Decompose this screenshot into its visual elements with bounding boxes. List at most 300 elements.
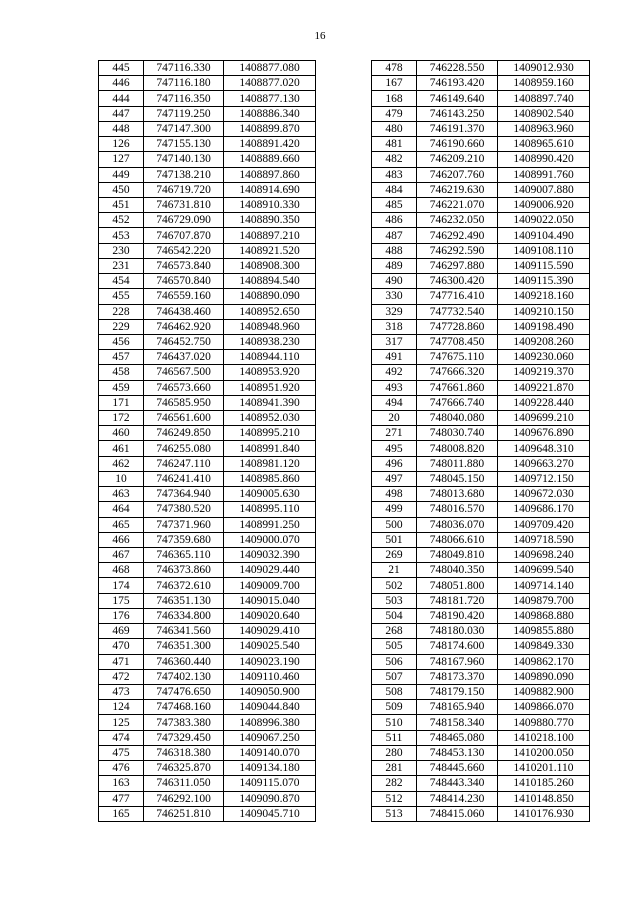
y-coordinate-cell: 1408897.740 <box>498 91 590 106</box>
x-coordinate-cell: 747329.450 <box>144 730 224 745</box>
table-row <box>99 197 316 212</box>
table-row <box>372 502 590 517</box>
point-number-cell: 496 <box>372 456 417 471</box>
table-row <box>99 289 316 304</box>
point-number-cell: 471 <box>99 654 144 669</box>
x-coordinate-cell: 748174.600 <box>417 639 498 654</box>
x-coordinate-cell: 747383.380 <box>144 715 224 730</box>
y-coordinate-cell: 1408985.860 <box>224 471 316 486</box>
table-row <box>372 197 590 212</box>
table-row <box>99 487 316 502</box>
point-number-cell: 446 <box>99 76 144 91</box>
y-coordinate-cell: 1409007.880 <box>498 182 590 197</box>
x-coordinate-cell: 746561.600 <box>144 411 224 426</box>
point-number-cell: 168 <box>372 91 417 106</box>
x-coordinate-cell: 747716.410 <box>417 289 498 304</box>
point-number-cell: 483 <box>372 167 417 182</box>
point-number-cell: 488 <box>372 243 417 258</box>
table-row <box>99 137 316 152</box>
table-row <box>372 258 590 273</box>
y-coordinate-cell: 1408877.020 <box>224 76 316 91</box>
point-number-cell: 475 <box>99 745 144 760</box>
y-coordinate-cell: 1408991.840 <box>224 441 316 456</box>
y-coordinate-cell: 1409029.410 <box>224 624 316 639</box>
y-coordinate-cell: 1408965.610 <box>498 137 590 152</box>
x-coordinate-cell: 746292.590 <box>417 243 498 258</box>
table-row <box>372 639 590 654</box>
y-coordinate-cell: 1409108.110 <box>498 243 590 258</box>
point-number-cell: 329 <box>372 304 417 319</box>
y-coordinate-cell: 1408948.960 <box>224 319 316 334</box>
y-coordinate-cell: 1409890.090 <box>498 669 590 684</box>
table-row <box>99 806 316 821</box>
y-coordinate-cell: 1408944.110 <box>224 350 316 365</box>
point-number-cell: 476 <box>99 761 144 776</box>
point-number-cell: 228 <box>99 304 144 319</box>
x-coordinate-cell: 746334.800 <box>144 608 224 623</box>
table-row <box>372 654 590 669</box>
y-coordinate-cell: 1409218.160 <box>498 289 590 304</box>
y-coordinate-cell: 1408996.380 <box>224 715 316 730</box>
y-coordinate-cell: 1410148.850 <box>498 791 590 806</box>
point-number-cell: 469 <box>99 624 144 639</box>
table-row <box>99 548 316 563</box>
x-coordinate-cell: 748045.150 <box>417 471 498 486</box>
x-coordinate-cell: 746251.810 <box>144 806 224 821</box>
x-coordinate-cell: 746255.080 <box>144 441 224 456</box>
table-row <box>99 593 316 608</box>
point-number-cell: 124 <box>99 700 144 715</box>
table-row <box>372 289 590 304</box>
x-coordinate-cell: 748190.420 <box>417 608 498 623</box>
y-coordinate-cell: 1409104.490 <box>498 228 590 243</box>
table-row <box>372 730 590 745</box>
y-coordinate-cell: 1408908.300 <box>224 258 316 273</box>
table-row <box>372 624 590 639</box>
y-coordinate-cell: 1409009.700 <box>224 578 316 593</box>
x-coordinate-cell: 746193.420 <box>417 76 498 91</box>
table-row <box>372 152 590 167</box>
x-coordinate-cell: 748181.720 <box>417 593 498 608</box>
x-coordinate-cell: 746573.660 <box>144 380 224 395</box>
table-row <box>99 426 316 441</box>
table-row <box>99 669 316 684</box>
x-coordinate-cell: 746585.950 <box>144 395 224 410</box>
table-row <box>99 167 316 182</box>
x-coordinate-cell: 746219.630 <box>417 182 498 197</box>
point-number-cell: 317 <box>372 334 417 349</box>
table-row <box>372 700 590 715</box>
table-row <box>99 121 316 136</box>
x-coordinate-cell: 746191.370 <box>417 121 498 136</box>
point-number-cell: 450 <box>99 182 144 197</box>
x-coordinate-cell: 746365.110 <box>144 548 224 563</box>
point-number-cell: 176 <box>99 608 144 623</box>
point-number-cell: 505 <box>372 639 417 654</box>
y-coordinate-cell: 1409032.390 <box>224 548 316 563</box>
point-number-cell: 498 <box>372 487 417 502</box>
point-number-cell: 455 <box>99 289 144 304</box>
point-number-cell: 271 <box>372 426 417 441</box>
x-coordinate-cell: 748167.960 <box>417 654 498 669</box>
point-number-cell: 464 <box>99 502 144 517</box>
table-row <box>372 319 590 334</box>
table-row <box>99 213 316 228</box>
x-coordinate-cell: 748445.660 <box>417 761 498 776</box>
table-row <box>372 471 590 486</box>
y-coordinate-cell: 1409712.150 <box>498 471 590 486</box>
table-row <box>99 730 316 745</box>
table-row <box>372 456 590 471</box>
y-coordinate-cell: 1408941.390 <box>224 395 316 410</box>
point-number-cell: 125 <box>99 715 144 730</box>
y-coordinate-cell: 1409025.540 <box>224 639 316 654</box>
table-row <box>99 700 316 715</box>
x-coordinate-cell: 746462.920 <box>144 319 224 334</box>
y-coordinate-cell: 1409648.310 <box>498 441 590 456</box>
x-coordinate-cell: 747364.940 <box>144 487 224 502</box>
point-number-cell: 470 <box>99 639 144 654</box>
x-coordinate-cell: 746149.640 <box>417 91 498 106</box>
x-coordinate-cell: 746221.070 <box>417 197 498 212</box>
table-row <box>99 471 316 486</box>
point-number-cell: 126 <box>99 137 144 152</box>
y-coordinate-cell: 1409880.770 <box>498 715 590 730</box>
x-coordinate-cell: 746542.220 <box>144 243 224 258</box>
y-coordinate-cell: 1408959.160 <box>498 76 590 91</box>
y-coordinate-cell: 1409676.890 <box>498 426 590 441</box>
table-row <box>99 654 316 669</box>
y-coordinate-cell: 1409140.070 <box>224 745 316 760</box>
point-number-cell: 474 <box>99 730 144 745</box>
y-coordinate-cell: 1409230.060 <box>498 350 590 365</box>
x-coordinate-cell: 746573.840 <box>144 258 224 273</box>
y-coordinate-cell: 1408902.540 <box>498 106 590 121</box>
table-row <box>372 106 590 121</box>
point-number-cell: 231 <box>99 258 144 273</box>
table-row <box>99 608 316 623</box>
table-row <box>372 761 590 776</box>
table-row <box>372 167 590 182</box>
point-number-cell: 459 <box>99 380 144 395</box>
y-coordinate-cell: 1408921.520 <box>224 243 316 258</box>
x-coordinate-cell: 746341.560 <box>144 624 224 639</box>
x-coordinate-cell: 748040.080 <box>417 411 498 426</box>
y-coordinate-cell: 1410218.100 <box>498 730 590 745</box>
table-row <box>372 228 590 243</box>
point-number-cell: 282 <box>372 776 417 791</box>
x-coordinate-cell: 748013.680 <box>417 487 498 502</box>
point-number-cell: 453 <box>99 228 144 243</box>
point-number-cell: 454 <box>99 274 144 289</box>
table-row <box>372 532 590 547</box>
y-coordinate-cell: 1409005.630 <box>224 487 316 502</box>
point-number-cell: 463 <box>99 487 144 502</box>
y-coordinate-cell: 1408952.030 <box>224 411 316 426</box>
y-coordinate-cell: 1408953.920 <box>224 365 316 380</box>
point-number-cell: 492 <box>372 365 417 380</box>
point-number-cell: 507 <box>372 669 417 684</box>
y-coordinate-cell: 1409718.590 <box>498 532 590 547</box>
point-number-cell: 494 <box>372 395 417 410</box>
x-coordinate-cell: 746232.050 <box>417 213 498 228</box>
y-coordinate-cell: 1408963.960 <box>498 121 590 136</box>
point-number-cell: 462 <box>99 456 144 471</box>
table-row <box>372 578 590 593</box>
x-coordinate-cell: 747147.300 <box>144 121 224 136</box>
point-number-cell: 456 <box>99 334 144 349</box>
y-coordinate-cell: 1409855.880 <box>498 624 590 639</box>
point-number-cell: 481 <box>372 137 417 152</box>
x-coordinate-cell: 747708.450 <box>417 334 498 349</box>
y-coordinate-cell: 1409029.440 <box>224 563 316 578</box>
table-row <box>99 380 316 395</box>
table-body-left <box>99 61 316 822</box>
point-number-cell: 513 <box>372 806 417 821</box>
point-number-cell: 478 <box>372 61 417 76</box>
y-coordinate-cell: 1408995.110 <box>224 502 316 517</box>
table-row <box>99 182 316 197</box>
y-coordinate-cell: 1410176.930 <box>498 806 590 821</box>
point-number-cell: 473 <box>99 684 144 699</box>
x-coordinate-cell: 747666.320 <box>417 365 498 380</box>
page-number: 16 <box>314 30 326 42</box>
x-coordinate-cell: 746300.420 <box>417 274 498 289</box>
point-number-cell: 318 <box>372 319 417 334</box>
point-number-cell: 479 <box>372 106 417 121</box>
table-row <box>372 213 590 228</box>
x-coordinate-cell: 747476.650 <box>144 684 224 699</box>
table-row <box>99 715 316 730</box>
point-number-cell: 20 <box>372 411 417 426</box>
y-coordinate-cell: 1408897.860 <box>224 167 316 182</box>
table-row <box>99 411 316 426</box>
table-row <box>99 365 316 380</box>
y-coordinate-cell: 1409015.040 <box>224 593 316 608</box>
point-number-cell: 281 <box>372 761 417 776</box>
table-row <box>372 487 590 502</box>
y-coordinate-cell: 1409862.170 <box>498 654 590 669</box>
point-number-cell: 510 <box>372 715 417 730</box>
y-coordinate-cell: 1409882.900 <box>498 684 590 699</box>
point-number-cell: 493 <box>372 380 417 395</box>
point-number-cell: 477 <box>99 791 144 806</box>
x-coordinate-cell: 747732.540 <box>417 304 498 319</box>
table-row <box>372 593 590 608</box>
table-row <box>372 608 590 623</box>
table-row <box>372 776 590 791</box>
x-coordinate-cell: 748066.610 <box>417 532 498 547</box>
x-coordinate-cell: 747728.860 <box>417 319 498 334</box>
y-coordinate-cell: 1408899.870 <box>224 121 316 136</box>
y-coordinate-cell: 1409699.540 <box>498 563 590 578</box>
table-row <box>99 274 316 289</box>
point-number-cell: 489 <box>372 258 417 273</box>
x-coordinate-cell: 746570.840 <box>144 274 224 289</box>
table-row <box>99 441 316 456</box>
y-coordinate-cell: 1408889.660 <box>224 152 316 167</box>
table-row <box>372 715 590 730</box>
table-row <box>372 745 590 760</box>
table-body-right <box>372 61 590 822</box>
point-number-cell: 480 <box>372 121 417 136</box>
point-number-cell: 465 <box>99 517 144 532</box>
point-number-cell: 167 <box>372 76 417 91</box>
y-coordinate-cell: 1409110.460 <box>224 669 316 684</box>
point-number-cell: 448 <box>99 121 144 136</box>
y-coordinate-cell: 1409663.270 <box>498 456 590 471</box>
point-number-cell: 449 <box>99 167 144 182</box>
x-coordinate-cell: 746247.110 <box>144 456 224 471</box>
x-coordinate-cell: 747675.110 <box>417 350 498 365</box>
x-coordinate-cell: 746372.610 <box>144 578 224 593</box>
point-number-cell: 486 <box>372 213 417 228</box>
x-coordinate-cell: 746292.100 <box>144 791 224 806</box>
table-row <box>372 137 590 152</box>
x-coordinate-cell: 747402.130 <box>144 669 224 684</box>
point-number-cell: 512 <box>372 791 417 806</box>
table-row <box>372 121 590 136</box>
y-coordinate-cell: 1409210.150 <box>498 304 590 319</box>
point-number-cell: 485 <box>372 197 417 212</box>
point-number-cell: 482 <box>372 152 417 167</box>
table-row <box>99 684 316 699</box>
y-coordinate-cell: 1409198.490 <box>498 319 590 334</box>
x-coordinate-cell: 746209.210 <box>417 152 498 167</box>
table-row <box>99 456 316 471</box>
y-coordinate-cell: 1409050.900 <box>224 684 316 699</box>
y-coordinate-cell: 1409067.250 <box>224 730 316 745</box>
x-coordinate-cell: 746567.500 <box>144 365 224 380</box>
table-row <box>99 639 316 654</box>
x-coordinate-cell: 748179.150 <box>417 684 498 699</box>
y-coordinate-cell: 1409866.070 <box>498 700 590 715</box>
y-coordinate-cell: 1409012.930 <box>498 61 590 76</box>
table-row <box>99 563 316 578</box>
point-number-cell: 457 <box>99 350 144 365</box>
x-coordinate-cell: 748173.370 <box>417 669 498 684</box>
y-coordinate-cell: 1409868.880 <box>498 608 590 623</box>
point-number-cell: 163 <box>99 776 144 791</box>
table-row <box>372 350 590 365</box>
x-coordinate-cell: 746207.760 <box>417 167 498 182</box>
x-coordinate-cell: 746452.750 <box>144 334 224 349</box>
point-number-cell: 10 <box>99 471 144 486</box>
y-coordinate-cell: 1408886.340 <box>224 106 316 121</box>
table-row <box>99 243 316 258</box>
y-coordinate-cell: 1408897.210 <box>224 228 316 243</box>
point-number-cell: 509 <box>372 700 417 715</box>
x-coordinate-cell: 746325.870 <box>144 761 224 776</box>
table-row <box>99 745 316 760</box>
table-row <box>372 380 590 395</box>
x-coordinate-cell: 746351.130 <box>144 593 224 608</box>
table-row <box>372 76 590 91</box>
x-coordinate-cell: 746373.860 <box>144 563 224 578</box>
table-row <box>99 334 316 349</box>
table-row <box>372 806 590 821</box>
point-number-cell: 452 <box>99 213 144 228</box>
x-coordinate-cell: 748443.340 <box>417 776 498 791</box>
point-number-cell: 468 <box>99 563 144 578</box>
x-coordinate-cell: 746292.490 <box>417 228 498 243</box>
x-coordinate-cell: 748465.080 <box>417 730 498 745</box>
point-number-cell: 467 <box>99 548 144 563</box>
x-coordinate-cell: 748180.030 <box>417 624 498 639</box>
x-coordinate-cell: 746249.850 <box>144 426 224 441</box>
y-coordinate-cell: 1408995.210 <box>224 426 316 441</box>
table-row <box>372 684 590 699</box>
y-coordinate-cell: 1408952.650 <box>224 304 316 319</box>
coordinates-table-right <box>371 60 590 822</box>
y-coordinate-cell: 1409115.070 <box>224 776 316 791</box>
y-coordinate-cell: 1409219.370 <box>498 365 590 380</box>
y-coordinate-cell: 1408991.760 <box>498 167 590 182</box>
table-row <box>99 106 316 121</box>
x-coordinate-cell: 747140.130 <box>144 152 224 167</box>
point-number-cell: 495 <box>372 441 417 456</box>
table-row <box>372 441 590 456</box>
y-coordinate-cell: 1408890.090 <box>224 289 316 304</box>
x-coordinate-cell: 747380.520 <box>144 502 224 517</box>
table-row <box>99 350 316 365</box>
y-coordinate-cell: 1409699.210 <box>498 411 590 426</box>
point-number-cell: 444 <box>99 91 144 106</box>
y-coordinate-cell: 1409134.180 <box>224 761 316 776</box>
y-coordinate-cell: 1409006.920 <box>498 197 590 212</box>
point-number-cell: 280 <box>372 745 417 760</box>
x-coordinate-cell: 748158.340 <box>417 715 498 730</box>
table-row <box>372 517 590 532</box>
x-coordinate-cell: 747661.860 <box>417 380 498 395</box>
point-number-cell: 501 <box>372 532 417 547</box>
x-coordinate-cell: 748051.800 <box>417 578 498 593</box>
x-coordinate-cell: 747359.680 <box>144 532 224 547</box>
table-row <box>372 334 590 349</box>
y-coordinate-cell: 1408938.230 <box>224 334 316 349</box>
point-number-cell: 171 <box>99 395 144 410</box>
y-coordinate-cell: 1408894.540 <box>224 274 316 289</box>
y-coordinate-cell: 1409849.330 <box>498 639 590 654</box>
y-coordinate-cell: 1409115.390 <box>498 274 590 289</box>
table-row <box>372 304 590 319</box>
table-row <box>372 395 590 410</box>
point-number-cell: 503 <box>372 593 417 608</box>
x-coordinate-cell: 748049.810 <box>417 548 498 563</box>
x-coordinate-cell: 747138.210 <box>144 167 224 182</box>
point-number-cell: 491 <box>372 350 417 365</box>
point-number-cell: 445 <box>99 61 144 76</box>
x-coordinate-cell: 748008.820 <box>417 441 498 456</box>
table-row <box>372 563 590 578</box>
y-coordinate-cell: 1408877.080 <box>224 61 316 76</box>
x-coordinate-cell: 747116.180 <box>144 76 224 91</box>
point-number-cell: 497 <box>372 471 417 486</box>
table-row <box>99 61 316 76</box>
point-number-cell: 461 <box>99 441 144 456</box>
table-row <box>372 91 590 106</box>
y-coordinate-cell: 1409208.260 <box>498 334 590 349</box>
table-row <box>99 91 316 106</box>
x-coordinate-cell: 747116.350 <box>144 91 224 106</box>
point-number-cell: 484 <box>372 182 417 197</box>
y-coordinate-cell: 1409709.420 <box>498 517 590 532</box>
point-number-cell: 172 <box>99 411 144 426</box>
x-coordinate-cell: 746241.410 <box>144 471 224 486</box>
y-coordinate-cell: 1408951.920 <box>224 380 316 395</box>
x-coordinate-cell: 746731.810 <box>144 197 224 212</box>
table-row <box>372 669 590 684</box>
